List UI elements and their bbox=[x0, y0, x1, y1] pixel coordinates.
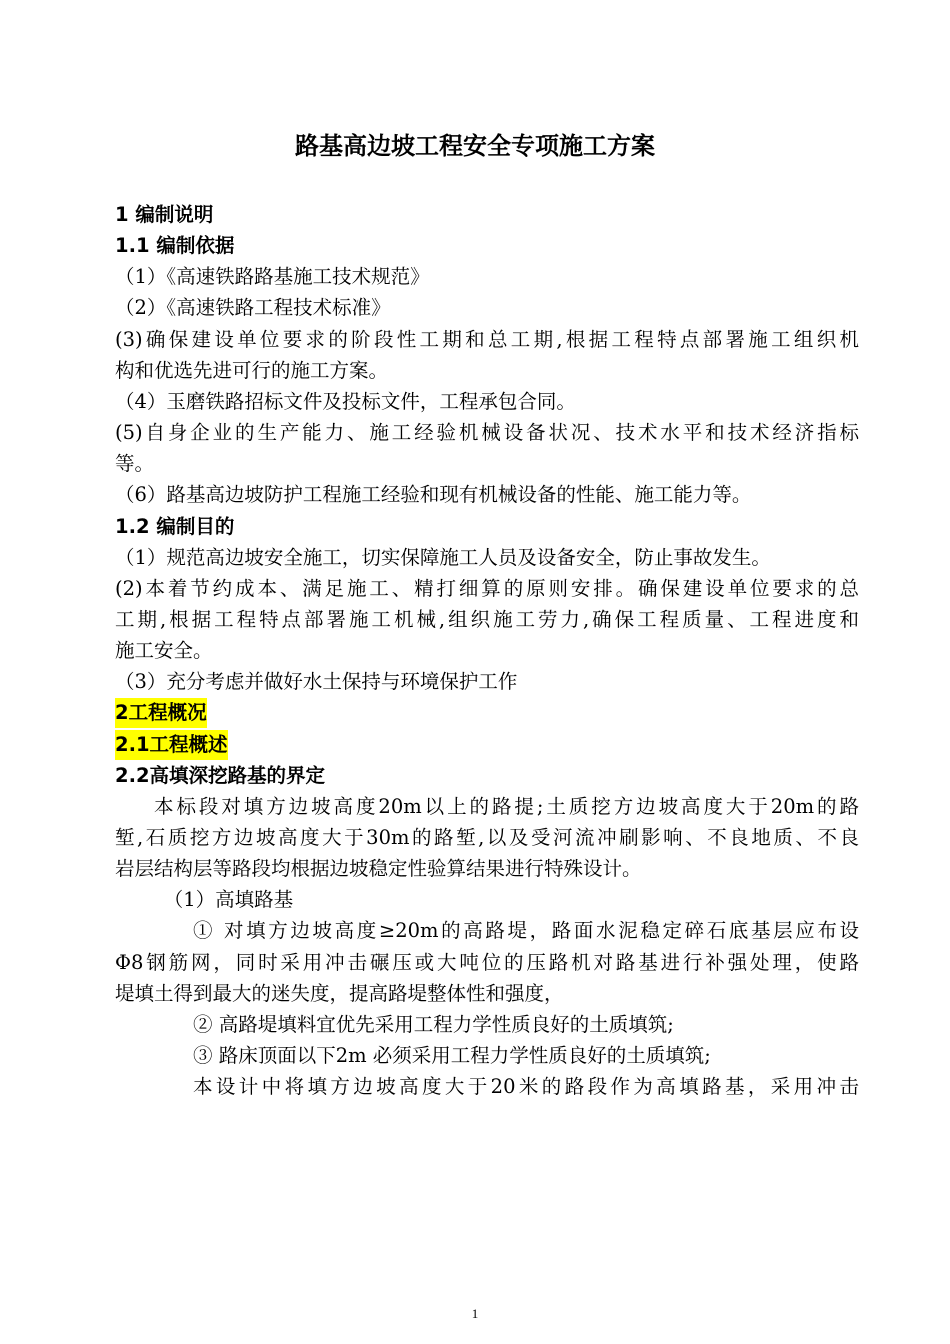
text-line: （4）玉磨铁路招标文件及投标文件，工程承包合同。 bbox=[115, 389, 576, 413]
text-line: 构和优选先进可行的施工方案。 bbox=[115, 358, 389, 382]
page-number: 1 bbox=[471, 1306, 479, 1321]
text-line: 1 编制说明 bbox=[115, 203, 214, 226]
text-line: （3）充分考虑并做好水土保持与环境保护工作 bbox=[115, 670, 518, 694]
text-line: (5)自身企业的生产能力、施工经验机械设备状况、技术水平和技术经济指标 bbox=[115, 421, 859, 445]
text-line: Φ8钢筋网，同时采用冲击碾压或大吨位的压路机对路基进行补强处理，使路 bbox=[115, 950, 859, 974]
text-line: (3)确保建设单位要求的阶段性工期和总工期,根据工程特点部署施工组织机 bbox=[115, 327, 859, 351]
text-line: （1）《高速铁路路基施工技术规范》 bbox=[115, 265, 430, 289]
text-line: (2)本着节约成本、满足施工、精打细算的原则安排。确保建设单位要求的总 bbox=[115, 576, 859, 600]
text-line: （1）规范高边坡安全施工，切实保障施工人员及设备安全，防止事故发生。 bbox=[115, 545, 771, 569]
document-title: 路基高边坡工程安全专项施工方案 bbox=[295, 132, 655, 160]
text-line: 本标段对填方边坡高度20m以上的路提;土质挖方边坡高度大于20m的路 bbox=[154, 794, 859, 818]
text-line: ② 高路堤填料宜优先采用工程力学性质良好的土质填筑; bbox=[193, 1012, 674, 1036]
text-line: （6）路基高边坡防护工程施工经验和现有机械设备的性能、施工能力等。 bbox=[115, 483, 752, 507]
text-line: 1.2 编制目的 bbox=[115, 514, 235, 538]
text-line: （1）高填路基 bbox=[163, 888, 294, 912]
text-line: 等。 bbox=[115, 452, 155, 476]
text-line: 工期,根据工程特点部署施工机械,组织施工劳力,确保工程质量、工程进度和 bbox=[115, 607, 859, 631]
text-line: 岩层结构层等路段均根据边坡稳定性验算结果进行特殊设计。 bbox=[115, 857, 642, 881]
text-line: （2）《高速铁路工程技术标准》 bbox=[115, 296, 391, 320]
text-line: 2.1工程概述 bbox=[115, 730, 228, 760]
text-line: ① 对填方边坡高度≥20m的高路堤，路面水泥稳定碎石底基层应布设 bbox=[193, 919, 859, 943]
text-line: 堤填土得到最大的迷失度，提高路堤整体性和强度， bbox=[115, 981, 564, 1005]
text-line: 2.2高填深挖路基的界定 bbox=[115, 763, 326, 787]
text-line: 本设计中将填方边坡高度大于20米的路段作为高填路基，采用冲击 bbox=[193, 1075, 859, 1099]
text-line: ③ 路床顶面以下2m 必须采用工程力学性质良好的土质填筑; bbox=[193, 1044, 711, 1068]
text-line: 堑,石质挖方边坡高度大于30m的路堑,以及受河流冲刷影响、不良地质、不良 bbox=[115, 826, 859, 849]
text-line: 2工程概况 bbox=[115, 698, 207, 728]
text-line: 1.1 编制依据 bbox=[115, 234, 235, 258]
text-line: 施工安全。 bbox=[115, 639, 213, 663]
